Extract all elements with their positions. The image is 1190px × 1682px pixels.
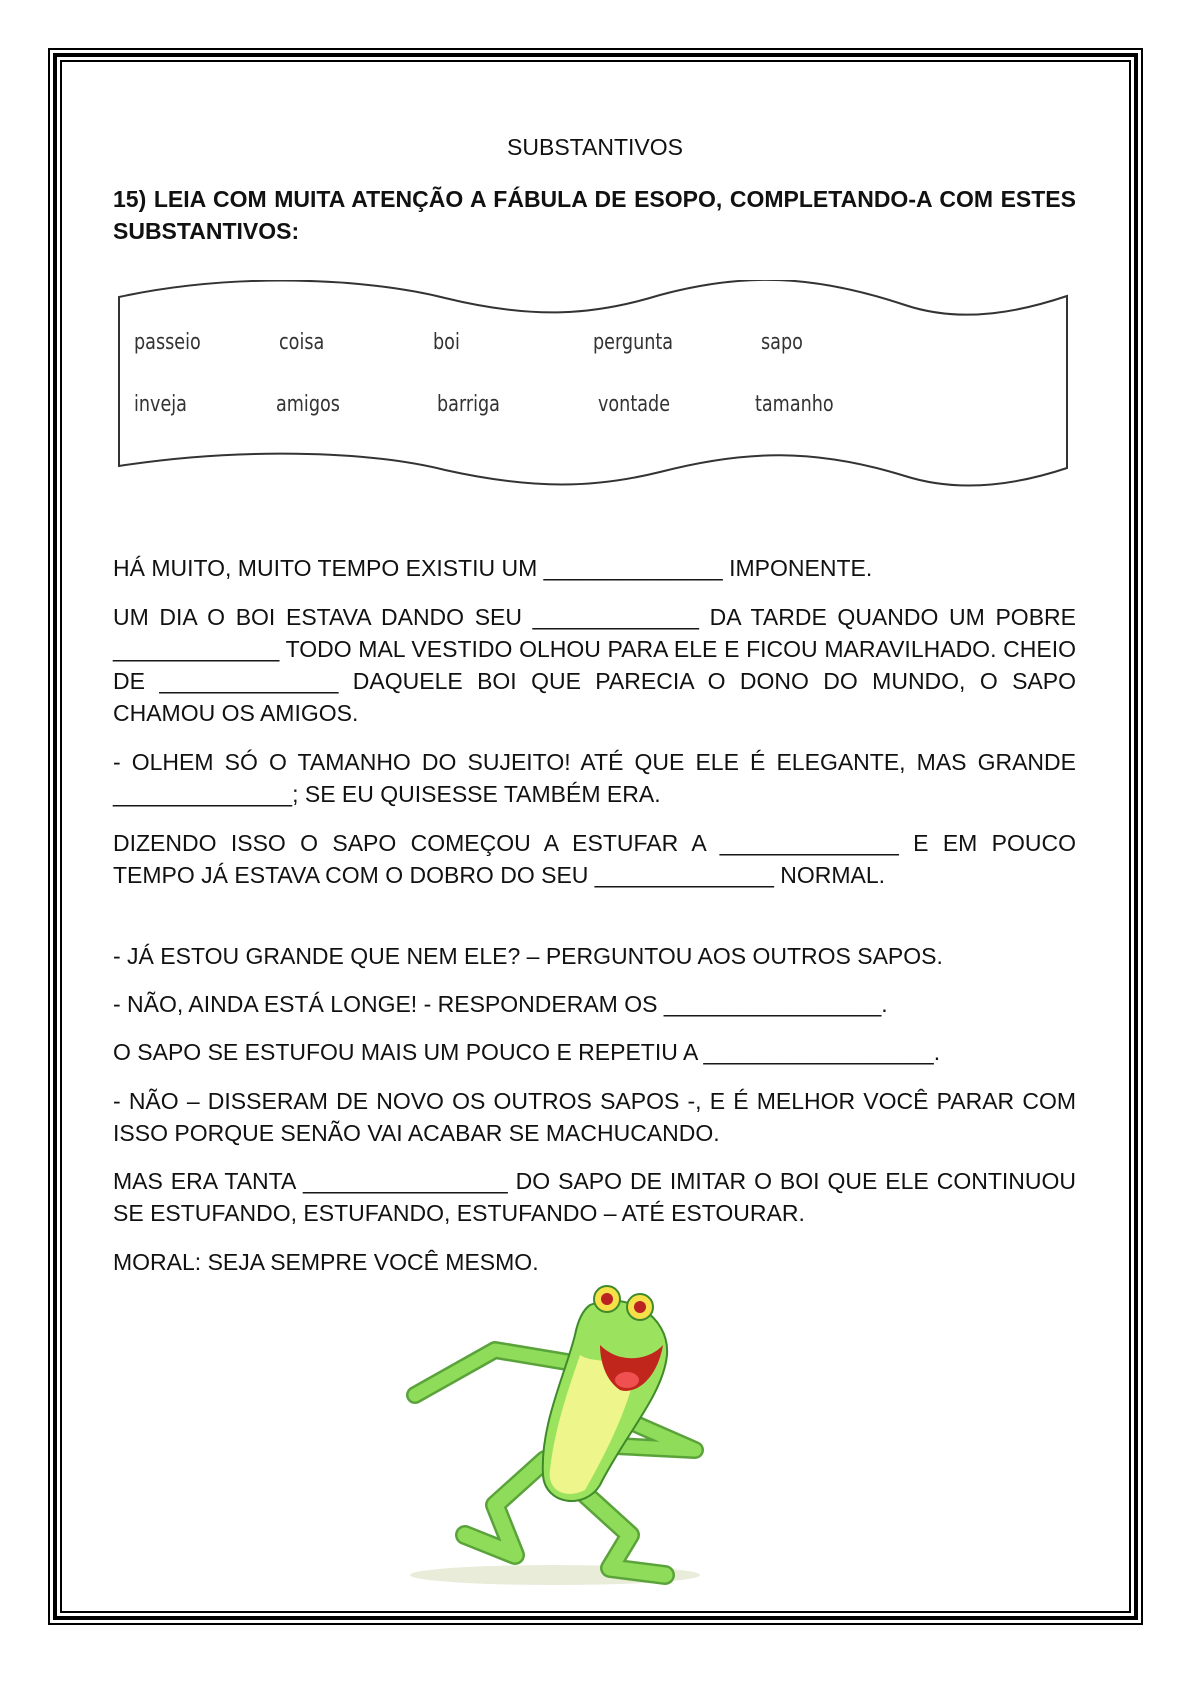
frog-illustration [395, 1285, 715, 1595]
page-title: SUBSTANTIVOS [507, 134, 683, 160]
word-inveja: inveja [134, 392, 187, 417]
fable-paragraph-3: - OLHEM SÓ O TAMANHO DO SUJEITO! ATÉ QUE ELE É ELEGANTE, MAS GRANDE ______________; SE EU QUISESSE TAMBÉM ERA. [113, 749, 1076, 807]
fable-paragraph-5: - JÁ ESTOU GRANDE QUE NEM ELE? – PERGUNTOU AOS OUTROS SAPOS. [113, 943, 943, 969]
word-bank-box [115, 280, 1075, 515]
exercise-heading: 15) LEIA COM MUITA ATENÇÃO A FÁBULA DE ESOPO, COMPLETANDO-A COM ESTES SUBSTANTIVOS: [113, 186, 1076, 244]
fable-paragraph-1: HÁ MUITO, MUITO TEMPO EXISTIU UM ______________ IMPONENTE. [113, 555, 873, 581]
moral-text: MORAL: SEJA SEMPRE VOCÊ MESMO. [113, 1249, 539, 1275]
fable-paragraph-6: - NÃO, AINDA ESTÁ LONGE! - RESPONDERAM OS _________________. [113, 991, 888, 1017]
word-barriga: barriga [437, 392, 500, 417]
word-vontade: vontade [598, 392, 671, 417]
fable-paragraph-4: DIZENDO ISSO O SAPO COMEÇOU A ESTUFAR A ______________ E EM POUCO TEMPO JÁ ESTAVA COM O DOBRO DO SEU ______________ NORMAL. [113, 830, 1076, 888]
word-amigos: amigos [276, 392, 340, 417]
word-coisa: coisa [279, 330, 325, 355]
word-tamanho: tamanho [755, 392, 834, 417]
fable-paragraph-8: - NÃO – DISSERAM DE NOVO OS OUTROS SAPOS -, E É MELHOR VOCÊ PARAR COM ISSO PORQUE SENÃO VAI ACABAR SE MACHUCANDO. [113, 1088, 1076, 1146]
fable-paragraph-9: MAS ERA TANTA ________________ DO SAPO DE IMITAR O BOI QUE ELE CONTINUOU SE ESTUFANDO, ESTUFANDO, ESTUFANDO – ATÉ ESTOURAR. [113, 1168, 1076, 1226]
wavy-banner-shape [115, 280, 1075, 510]
word-boi: boi [433, 330, 460, 355]
fable-paragraph-2: UM DIA O BOI ESTAVA DANDO SEU _____________ DA TARDE QUANDO UM POBRE _____________ TODO MAL VESTIDO OLHOU PARA ELE E FICOU MARAVILHADO. CHEIO DE ______________ DAQUELE BOI QUE PARECIA O DONO DO MUNDO, O SAPO CHAMOU OS AMIGOS. [113, 604, 1076, 726]
fable-paragraph-7: O SAPO SE ESTUFOU MAIS UM POUCO E REPETIU A __________________. [113, 1039, 941, 1065]
word-pergunta: pergunta [593, 330, 674, 355]
word-passeio: passeio [134, 330, 201, 355]
word-sapo: sapo [761, 330, 803, 355]
